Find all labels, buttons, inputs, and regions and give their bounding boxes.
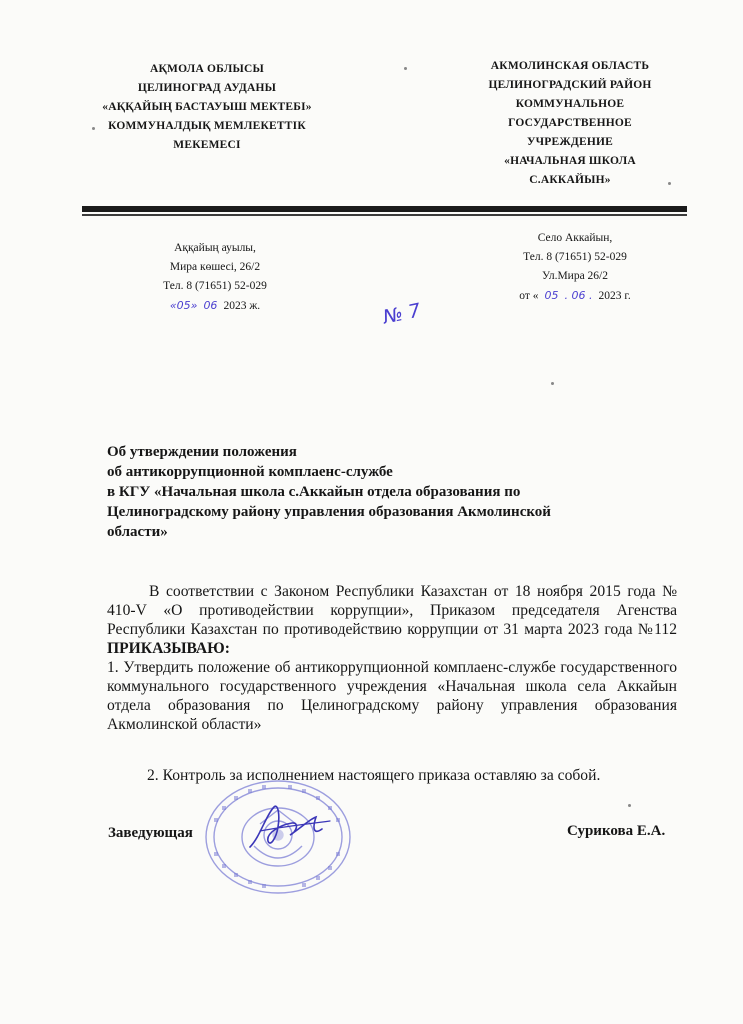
header-left-line: КОММУНАЛДЫҚ МЕМЛЕКЕТТІК [108,120,306,132]
header-left-line: «АҚҚАЙЫҢ БАСТАУЫШ МЕКТЕБІ» [102,101,312,113]
preamble-text: В соответствии с Законом Республики Казахстан от 18 ноября 2015 года № 410-V «О противодействии коррупции», Приказом председателя Агенства Республики Казахстан по противодействию коррупции от 31 марта 2023 года №112 [107,583,677,638]
date-year: 2023 ж. [223,300,261,312]
header-right-line: АКМОЛИНСКАЯ ОБЛАСТЬ [490,60,650,72]
header-right-line: УЧРЕЖДЕНИЕ [526,136,614,148]
address-line: Аққайың ауылы, [174,242,256,254]
address-line: Ул.Мира 26/2 [541,270,608,282]
address-line: Тел. 8 (71651) 52-029 [523,251,627,263]
date-day: 05 [544,289,559,302]
scan-speck [628,804,631,807]
title-line: Целиноградскому району управления образования Акмолинской [107,504,551,520]
header-left-line: МЕКЕМЕСІ [173,139,241,151]
signatory-position: Заведующая [108,825,193,841]
date-line-right [490,286,660,306]
header-right-line: «НАЧАЛЬНАЯ ШКОЛА [504,155,636,167]
header-left-line: ЦЕЛИНОГРАД АУДАНЫ [137,82,277,94]
header-divider-thin [82,214,687,216]
date-year: 2023 г. [598,290,631,302]
address-line: Село Аккайын, [537,232,613,244]
scan-speck [551,382,554,385]
date-line-left [120,296,310,316]
title-line: об антикоррупционной комплаенс-службе [107,464,393,480]
date-prefix: от « [519,290,539,302]
signatory-name: Сурикова Е.А. [567,823,666,839]
handwritten-signature [240,797,340,857]
header-right-line: ГОСУДАРСТВЕННОЕ [508,117,632,129]
header-left-line: АҚМОЛА ОБЛЫСЫ [150,63,264,75]
header-right-line: КОММУНАЛЬНОЕ [515,98,625,110]
header-right-line: С.АККАЙЫН» [529,174,611,186]
document-number: № 7 [381,299,423,329]
address-line: Тел. 8 (71651) 52-029 [163,280,267,292]
address-line: Мира көшесі, 26/2 [169,261,261,273]
title-line: в КГУ «Начальная школа с.Аккайын отдела образования по [107,484,521,500]
scan-speck [668,182,671,185]
date-day: «05» [169,299,198,312]
order-item-2: 2. Контроль за исполнением настоящего приказа оставляю за собой. [147,767,601,784]
order-keyword: ПРИКАЗЫВАЮ: [107,640,230,657]
date-month: . 06 . [564,289,593,302]
scan-speck [404,67,407,70]
header-left-kazakh [82,60,332,155]
address-left [120,239,310,316]
scan-speck [92,127,95,130]
order-item-1: 1. Утвердить положение об антикоррупционной комплаенс-службе государственного коммунального государственного учреждения «Начальная школа села Аккайын отдела образования по Целиноградскому району управления образования Акмолинской области» [107,659,677,733]
order-body [107,582,677,734]
address-right [490,229,660,306]
document-title [107,442,667,542]
header-divider-thick [82,206,687,212]
title-line: Об утверждении положения [107,444,297,460]
title-line: области» [107,524,168,540]
header-right-russian [470,57,670,190]
header-right-line: ЦЕЛИНОГРАДСКИЙ РАЙОН [488,79,652,91]
date-month: 06 [203,299,218,312]
